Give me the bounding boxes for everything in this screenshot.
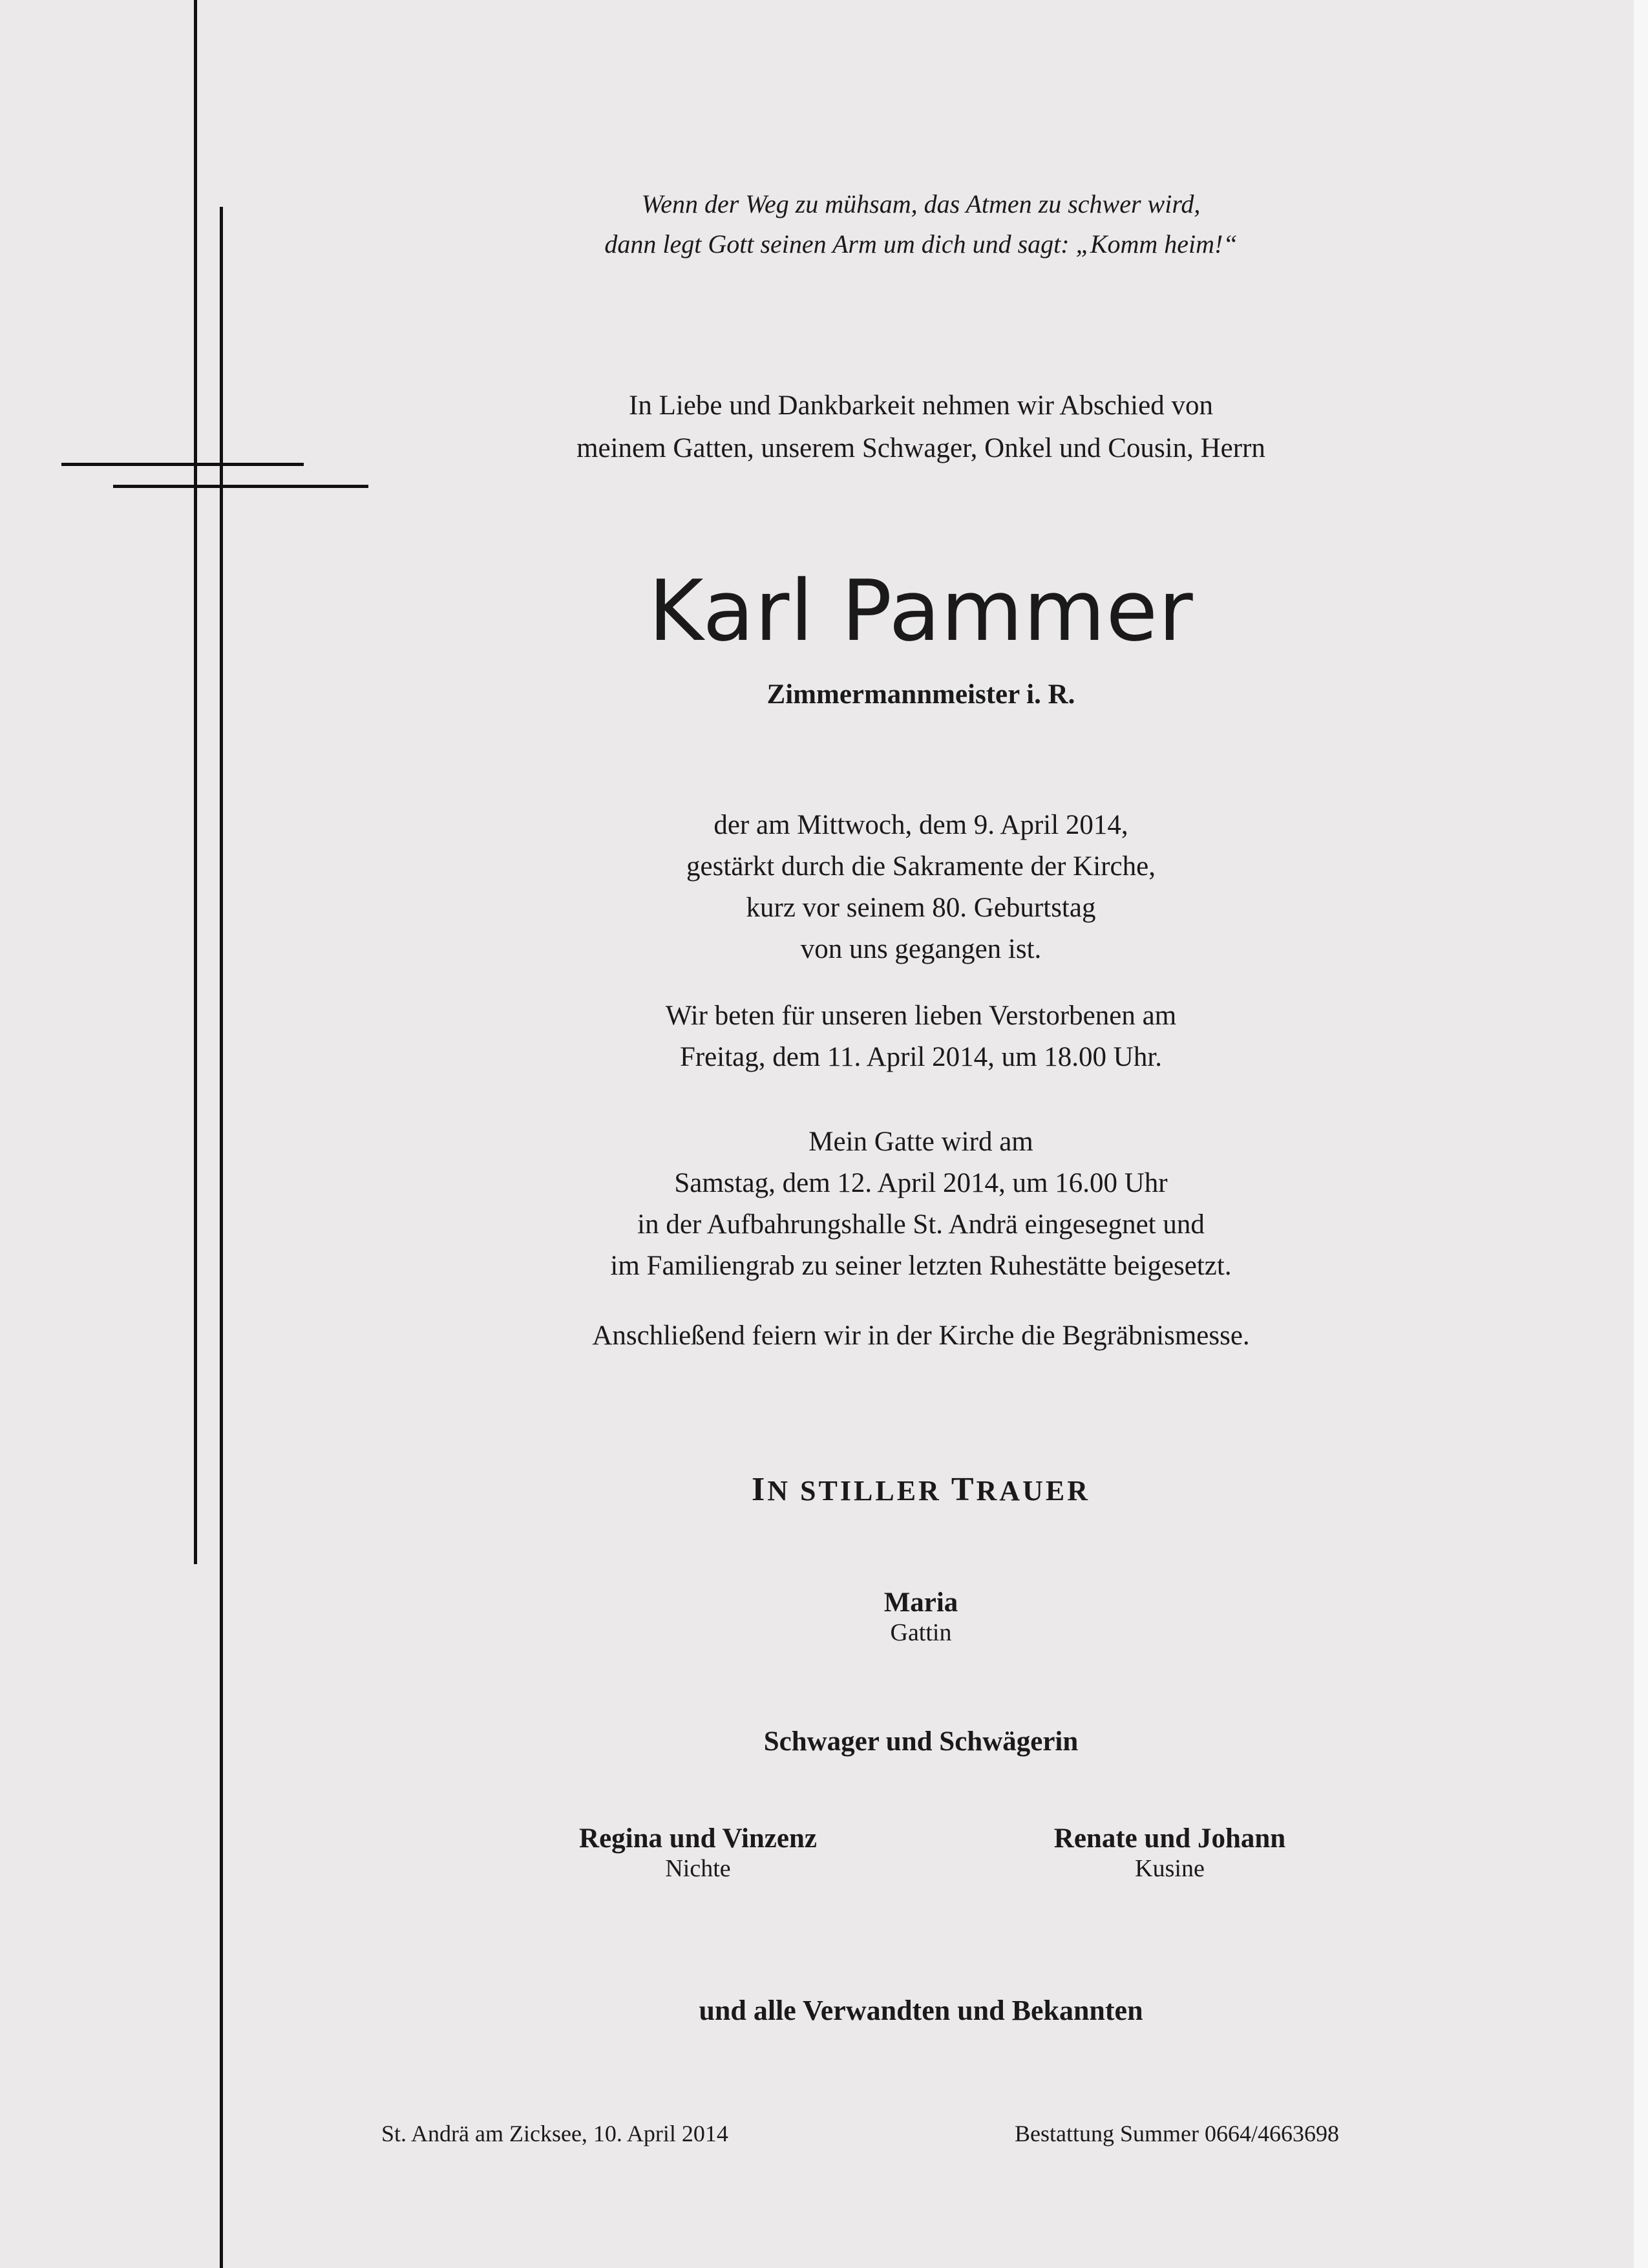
funeral-line: Mein Gatte wird am xyxy=(808,1127,1033,1157)
mourner-name: Renate und Johann xyxy=(1053,1823,1286,1854)
deceased-name: Karl Pammer xyxy=(648,562,1194,660)
quote-line: dann legt Gott seinen Arm um dich und sagt: „Komm heim!“ xyxy=(604,229,1238,259)
notice-line: von uns gegangen ist. xyxy=(800,934,1042,964)
heading-initial: T xyxy=(951,1471,977,1508)
funeral-line: in der Aufbahrungshalle St. Andrä eingesegnet und xyxy=(637,1209,1205,1240)
mourner-right xyxy=(911,1823,1428,1883)
notice-line: der am Mittwoch, dem 9. April 2014, xyxy=(713,810,1128,840)
funeral-line: Samstag, dem 12. April 2014, um 16.00 Uhr xyxy=(674,1168,1168,1198)
in-laws-signature: Schwager und Schwägerin xyxy=(763,1726,1079,1757)
intro-line: meinem Gatten, unserem Schwager, Onkel und Cousin, Herrn xyxy=(576,433,1265,463)
mourner-role: Nichte xyxy=(665,1855,731,1882)
funeral-notice xyxy=(194,1121,1648,1287)
mourner-role: Gattin xyxy=(890,1619,952,1646)
intro-line: In Liebe und Dankbarkeit nehmen wir Abschied von xyxy=(629,390,1213,421)
cross-bar-lower xyxy=(113,485,368,488)
heading-text: N STILLER xyxy=(767,1475,951,1507)
prayer-line: Wir beten für unseren lieben Verstorbenen am xyxy=(665,1001,1177,1031)
mourning-heading xyxy=(194,1470,1648,1509)
notice-line: gestärkt durch die Sakramente der Kirche, xyxy=(686,851,1156,882)
prayer-notice xyxy=(194,995,1648,1078)
mourner-name: Regina und Vinzenz xyxy=(579,1823,817,1854)
mourner-left xyxy=(439,1823,956,1883)
notice-line: kurz vor seinem 80. Geburtstag xyxy=(746,893,1096,923)
deceased-title: Zimmermannmeister i. R. xyxy=(766,679,1075,710)
intro-text xyxy=(194,385,1648,470)
prayer-line: Freitag, dem 11. April 2014, um 18.00 Uhr. xyxy=(679,1042,1163,1072)
place-date: St. Andrä am Zicksee, 10. April 2014 xyxy=(381,2121,728,2146)
mourner-role: Kusine xyxy=(1135,1855,1205,1882)
opening-quote xyxy=(194,184,1648,264)
undertaker-contact: Bestattung Summer 0664/4663698 xyxy=(1015,2121,1339,2146)
spouse-signature xyxy=(194,1587,1648,1647)
mourner-name: Maria xyxy=(883,1587,958,1618)
mass-notice: Anschließend feiern wir in der Kirche die Begräbnismesse. xyxy=(592,1320,1250,1351)
heading-text: RAUER xyxy=(976,1475,1090,1507)
funeral-line: im Familiengrab zu seiner letzten Ruhestätte beigesetzt. xyxy=(610,1251,1232,1281)
heading-initial: I xyxy=(752,1471,768,1508)
quote-line: Wenn der Weg zu mühsam, das Atmen zu schwer wird, xyxy=(641,189,1201,218)
all-relatives: und alle Verwandten und Bekannten xyxy=(699,1995,1143,2026)
death-notice xyxy=(194,805,1648,970)
